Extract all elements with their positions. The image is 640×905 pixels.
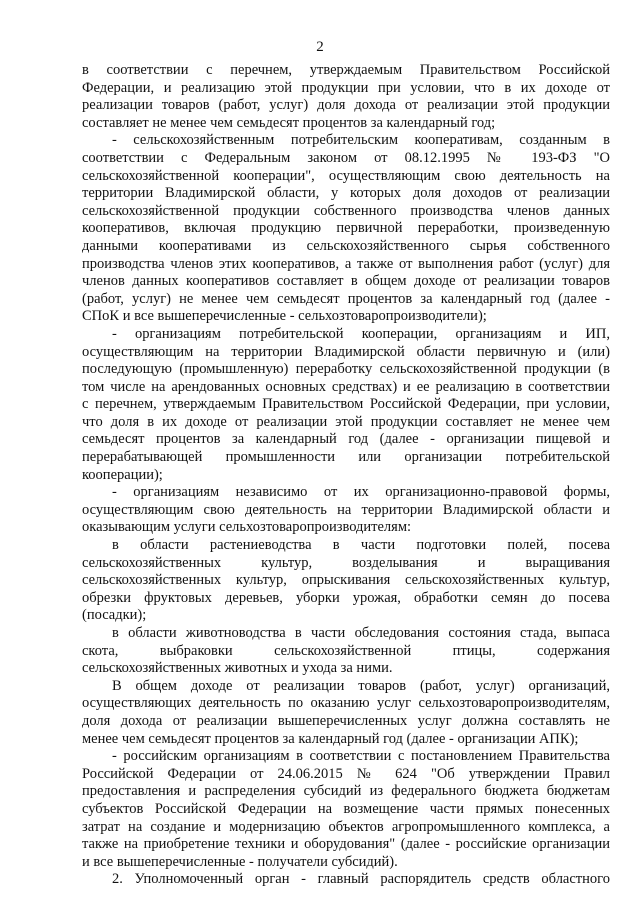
text-line: затрат на создание и модернизацию объектов агропромышленного комплекса, а <box>82 818 610 835</box>
text-line: (посадки); <box>82 607 147 624</box>
text-line: (работ, услуг) не менее чем семьдесят процентов за календарный год (далее - <box>82 290 610 307</box>
text-line: соответствии с Федеральным законом от 08.12.1995 № 193-ФЗ "О <box>82 149 610 166</box>
text-line: В общем доходе от реализации товаров (работ, услуг) организаций, <box>112 677 610 694</box>
text-line: также на приобретение техники и оборудования" (далее - российские организации <box>82 836 610 853</box>
text-line: Федерации, и реализацию этой продукции при условии, что в их доходе от <box>82 79 610 96</box>
text-line: семьдесят процентов за календарный год (далее - организации пищевой и <box>82 431 610 448</box>
text-line: перерабатывающей промышленности или организации потребительской <box>82 449 610 466</box>
text-line: осуществляющим свою деятельность на территории Владимирской области и <box>82 501 610 518</box>
text-line: доля дохода от реализации вышеперечисленных услуг должна составлять не <box>82 712 610 729</box>
text-line: менее чем семьдесят процентов за календарный год (далее - организации АПК); <box>82 730 579 747</box>
text-line: сельскохозяйственных культур, опрыскивания сельскохозяйственных культур, <box>82 572 610 589</box>
text-line: Российской Федерации от 24.06.2015 № 624 "Об утверждении Правил <box>82 765 610 782</box>
text-line: - организациям потребительской кооперации, организациям и ИП, <box>112 325 610 342</box>
text-line: что доля в их доходе от реализации этой продукции составляет не менее чем <box>82 413 610 430</box>
text-line: реализации товаров (работ, услуг) доля дохода от реализации этой продукции <box>82 97 610 114</box>
text-line: - организациям независимо от их организационно-правовой формы, <box>112 484 610 501</box>
text-line: - сельскохозяйственным потребительским кооперативам, созданным в <box>112 132 610 149</box>
text-line: в соответствии с перечнем, утверждаемым Правительством Российской <box>82 62 610 78</box>
text-line: осуществляющих деятельность по оказанию услуг сельхозтоваропроизводителям, <box>82 695 610 712</box>
text-line: территории Владимирской области, у которых доля доходов от реализации <box>82 185 610 202</box>
text-line: - российским организациям в соответствии с постановлением Правительства <box>112 748 610 765</box>
text-line: кооперации); <box>82 466 163 483</box>
text-line: последующую (промышленную) переработку сельскохозяйственной продукции (в <box>82 361 610 378</box>
text-line: в области растениеводства в части подготовки полей, посева <box>112 537 610 554</box>
text-line: и все вышеперечисленные - получатели субсидий). <box>82 853 398 870</box>
text-line: оказывающим услуги сельхозтоваропроизводителям: <box>82 519 412 536</box>
text-line: составляет не менее чем семьдесят процентов за календарный год; <box>82 114 496 131</box>
text-line: в области животноводства в части обследования состояния стада, выпаса <box>112 625 610 641</box>
text-line: данными кооперативами из сельскохозяйственного сырья собственного <box>82 237 610 254</box>
text-line: сельскохозяйственных животных и ухода за ними. <box>82 660 393 677</box>
text-line: сельскохозяйственных культур, возделывания и выращивания <box>82 554 610 571</box>
text-line: осуществляющим на территории Владимирской области первичную и (или) <box>82 343 610 360</box>
text-line: субъектов Российской Федерации на возмещение части прямых понесенных <box>82 800 610 817</box>
text-line: кооперативов, включая продукцию первичной переработки, произведенную <box>82 220 610 237</box>
text-line: 2. Уполномоченный орган - главный распорядитель средств областного <box>112 871 610 888</box>
text-line: членов данных кооперативов составляет в общем доходе от реализации товаров <box>82 273 610 290</box>
text-line: с перечнем, утверждаемым Правительством Российской Федерации, при условии, <box>82 396 610 413</box>
text-line: производства членов этих кооперативов, а также от выполнения работ (услуг) для <box>82 255 610 272</box>
text-line: СПоК и все вышеперечисленные - сельхозтоваропроизводители); <box>82 308 487 325</box>
text-line: обрезки фруктовых деревьев, уборки урожая, обработки семян до посева <box>82 589 610 606</box>
text-line: том числе на арендованных основных средствах) и ее реализацию в соответствии <box>82 378 610 395</box>
text-line: предоставления и распределения субсидий из федерального бюджета бюджетам <box>82 783 610 800</box>
document-body <box>82 62 610 889</box>
text-line: сельскохозяйственной кооперации", осуществляющим свою деятельность на <box>82 167 610 184</box>
text-line: сельскохозяйственной продукции собственного производства членов данных <box>82 202 610 219</box>
page-number: 2 <box>316 39 324 55</box>
text-line: скота, выбраковки сельскохозяйственной птицы, содержания <box>82 642 610 659</box>
